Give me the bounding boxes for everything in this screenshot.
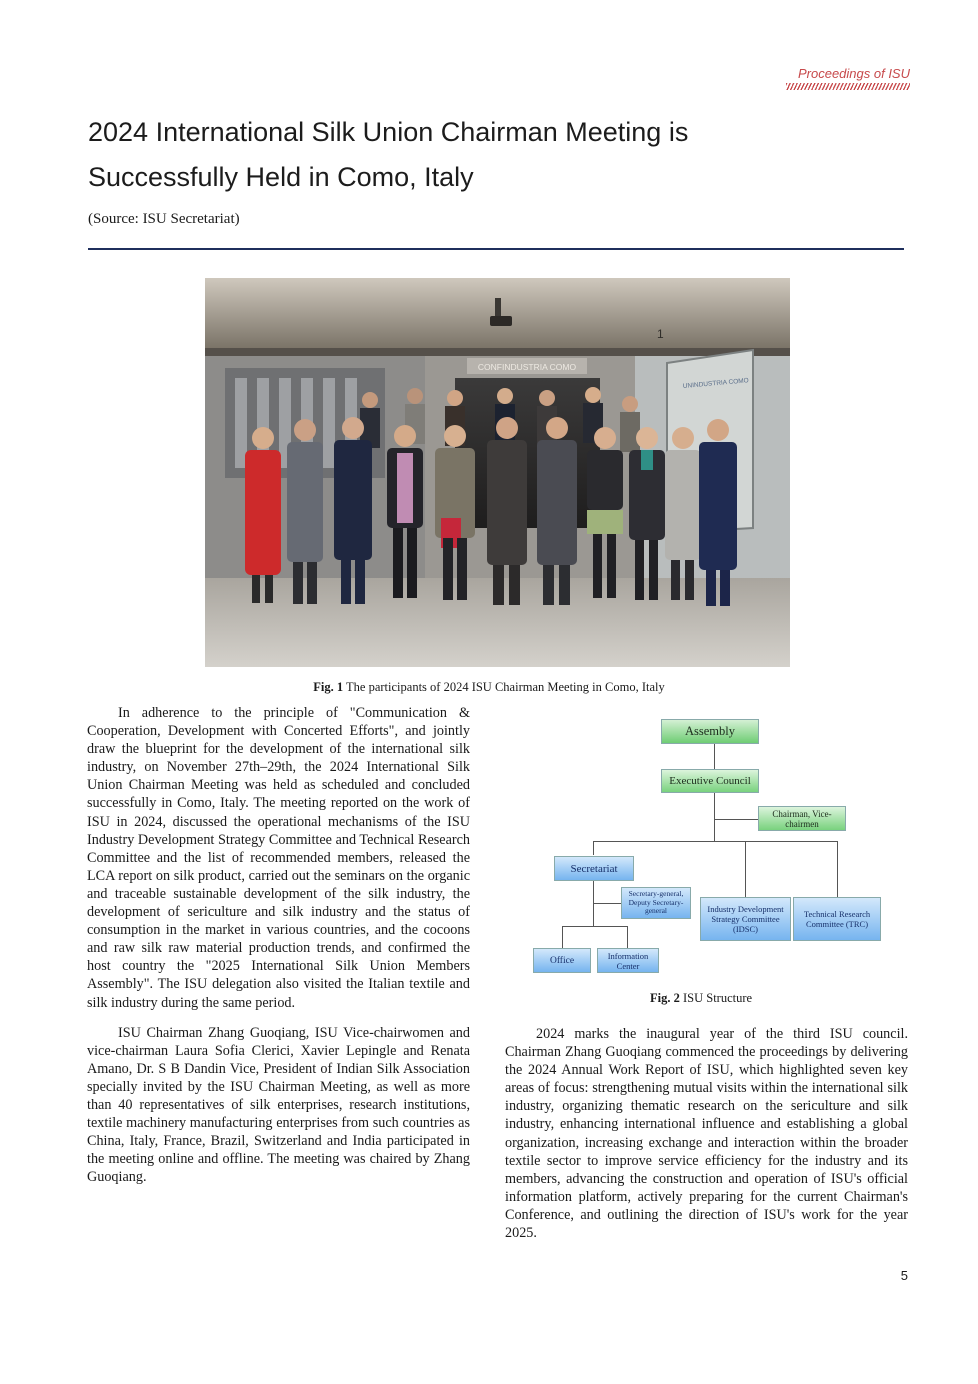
body-column-left — [87, 704, 470, 1186]
building-number: 1 — [657, 327, 664, 341]
node-information-center: Information Center — [597, 948, 659, 973]
figure-2-caption — [650, 991, 752, 1006]
node-assembly: Assembly — [661, 719, 759, 744]
figure-2-caption-text: ISU Structure — [682, 991, 753, 1005]
article-source: (Source: ISU Secretariat) — [88, 211, 240, 227]
page-number: 5 — [900, 1268, 908, 1283]
running-title: Proceedings of ISU — [797, 66, 910, 81]
figure-1-label: Fig. 1 — [313, 680, 344, 694]
node-secretary-general: Secretary-general, Deputy Secretary-general — [621, 887, 691, 919]
header-hatch-decoration — [786, 83, 910, 90]
isu-structure-chart — [525, 716, 895, 978]
figure-2-label: Fig. 2 — [650, 991, 680, 1005]
node-chairman: Chairman, Vice-chairmen — [758, 806, 846, 831]
side-sign-text: UNINDUSTRIA COMO — [682, 377, 750, 390]
paragraph-2: ISU Chairman Zhang Guoqiang, ISU Vice-chairwomen and vice-chairman Laura Sofia Clerici, Xavier Lepingle and Renata Amano, Dr. S B Dandin Vice, President of Indian Silk Association specially invited by the ISU Chairman Meeting, as well as more than 40 representatives of silk enterprises, research institutions, textile machinery manufacturing enterprises from such countries as China, Italy, France, Brazil, Switzerland and India participated in the meeting online and offline. The meeting was chaired by Zhang Guoqiang. — [87, 1024, 470, 1186]
node-trc: Technical Research Committee (TRC) — [793, 897, 881, 941]
building-sign-text: CONFINDUSTRIA COMO — [477, 362, 577, 372]
node-idsc: Industry Development Strategy Committee (IDSC) — [700, 897, 791, 941]
paragraph-1: In adherence to the principle of "Communication & Cooperation, Development with Concerted Efforts", and jointly draw the blueprint for the development of the international silk industry, on November 27th–29th, the 2024 International Silk Union Chairman Meeting was held as scheduled and concluded successfully in Como, Italy. The meeting reported on the work of ISU in 2024, discussed the operational mechanisms of the ISU Industry Development Strategy Committee and Technical Research Committee and the list of recommended members, released the LCA report on silk product, carried out the seminars on the organic and traceable sustainable development of the silk industry, the development of sericulture and silk industry and the status of consumption in the market in various countries, and the cocoons and raw silk raw material production trends, and confirmed the host country the "2025 International Silk Union Members Assembly". The ISU delegation also visited the Italian textile and silk industry during the same period. — [87, 705, 470, 1011]
figure-1-caption-text: The participants of 2024 ISU Chairman Meeting in Como, Italy — [346, 680, 665, 694]
title-divider — [88, 248, 904, 250]
paragraph-3: 2024 marks the inaugural year of the third ISU council. Chairman Zhang Guoqiang commenced the proceedings by delivering the 2024 Annual Work Report of ISU, which highlighted seven key areas of focus: strengthening mutual visits within the international silk industry, organizing thematic research on the sericulture and silk industry, enhancing international influence and establishing a global organization, increasing exchange and interaction within the broader textile sector to improve service efficiency for the industry and its members, advancing the construction and operation of ISU's official information platform, actively preparing for the current Chairman's Conference, and outlining the direction of ISU's work for the year 2025. — [505, 1026, 908, 1242]
figure-1-caption — [0, 680, 978, 695]
article-title: 2024 International Silk Union Chairman Meeting is Successfully Held in Como, Italy — [88, 117, 689, 192]
node-office: Office — [533, 948, 591, 973]
node-secretariat: Secretariat — [554, 856, 634, 881]
body-column-right — [505, 1025, 908, 1242]
group-photo — [205, 278, 790, 667]
running-header — [786, 66, 910, 90]
node-executive-council: Executive Council — [661, 769, 759, 793]
